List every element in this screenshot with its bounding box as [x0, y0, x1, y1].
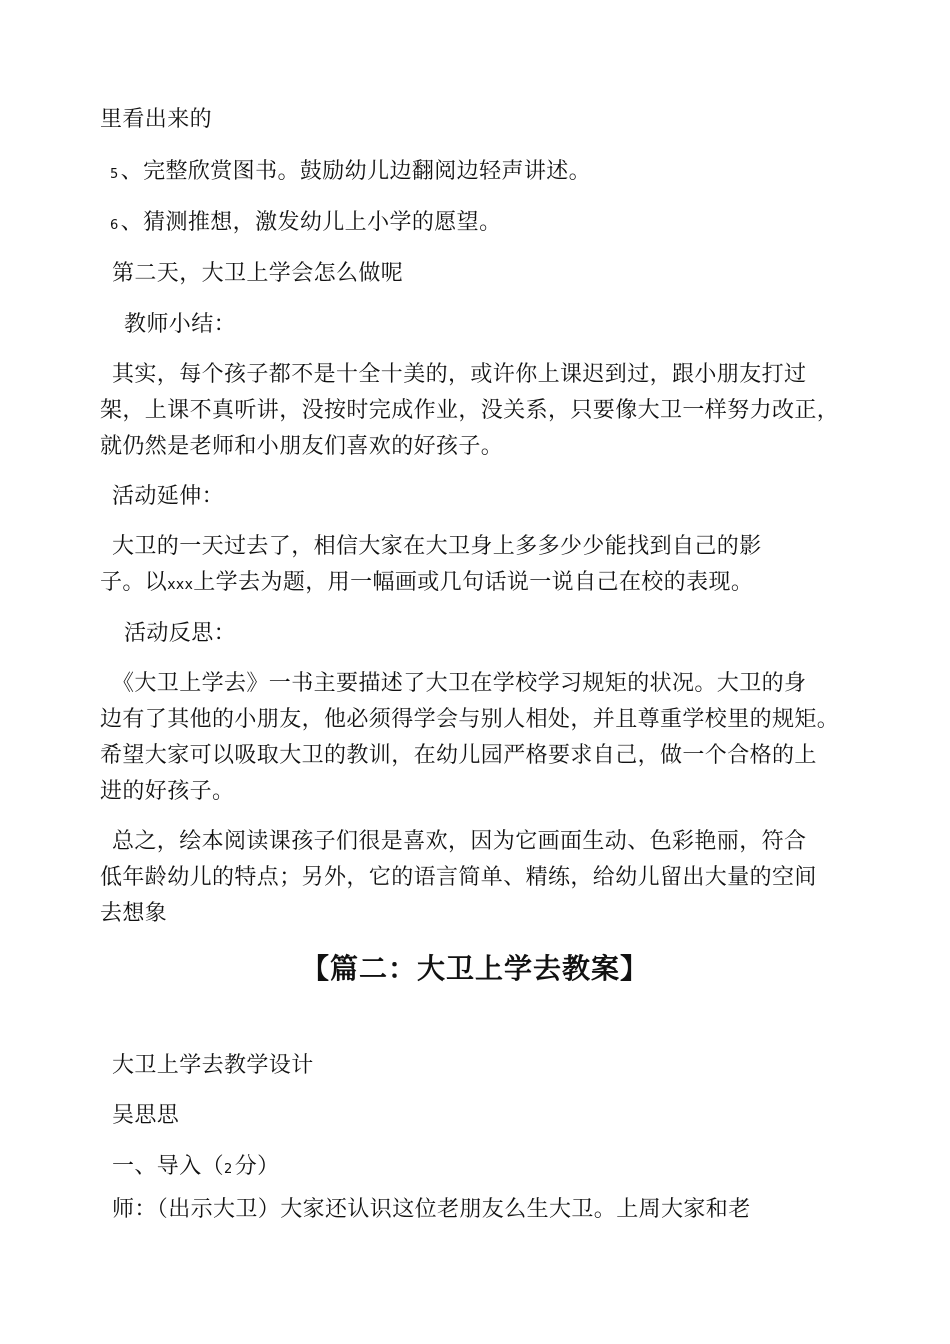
- text-segment: 分）: [234, 1154, 280, 1179]
- list-number: 6: [110, 218, 119, 233]
- section-heading: 【篇二：大卫上学去教案】: [300, 952, 649, 985]
- text-line: 希望大家可以吸取大卫的教训，在幼儿园严格要求自己，做一个合格的上: [100, 743, 817, 768]
- text-segment: 子。以: [100, 570, 168, 595]
- text-line: 大卫的一天过去了，相信大家在大卫身上多多少少能找到自己的影: [112, 534, 762, 559]
- text-line: 进的好孩子。: [100, 779, 235, 804]
- text-line: 第二天，大卫上学会怎么做呢: [112, 261, 404, 286]
- text-segment: 上学去为题，用一幅画或几句话说一说自己在校的表现。: [193, 570, 754, 595]
- author-name: 吴思思: [112, 1103, 180, 1128]
- list-item-5: [110, 159, 591, 188]
- text-line: 边有了其他的小朋友，他必须得学会与别人相处，并且尊重学校里的规矩。: [100, 707, 840, 732]
- placeholder-xxx: xxx: [167, 577, 194, 593]
- text-line: 去想象: [100, 901, 168, 926]
- text-line: 师：（出示大卫）大家还认识这位老朋友么生大卫。上周大家和老: [112, 1197, 751, 1222]
- text-line: [100, 570, 753, 598]
- text-line: 《大卫上学去》一书主要描述了大卫在学校学习规矩的状况。大卫的身: [112, 671, 807, 696]
- list-number: 5: [110, 167, 119, 182]
- text-line: 其实，每个孩子都不是十全十美的，或许你上课迟到过，跟小朋友打过: [112, 362, 807, 387]
- text-line: 架，上课不真听讲，没按时完成作业，没关系，只要像大卫一样努力改正，: [100, 398, 840, 423]
- section-label: 教师小结：: [124, 312, 237, 337]
- text-line: 低年龄幼儿的特点；另外，它的语言简单、精练，给幼儿留出大量的空间: [100, 865, 817, 890]
- text-segment: 一、导入（: [112, 1154, 225, 1179]
- list-item-6: [110, 210, 501, 239]
- text-line: 里看出来的: [100, 107, 213, 132]
- section-label: 活动延伸：: [112, 484, 225, 509]
- list-text: 、猜测推想，激发幼儿上小学的愿望。: [120, 210, 502, 235]
- section-label: [112, 1154, 280, 1183]
- text-line: 总之，绘本阅读课孩子们很是喜欢，因为它画面生动、色彩艳丽，符合: [112, 829, 807, 854]
- document-subtitle: 大卫上学去教学设计: [112, 1053, 314, 1078]
- text-line: 就仍然是老师和小朋友们喜欢的好孩子。: [100, 434, 504, 459]
- section-label: 活动反思：: [124, 621, 237, 646]
- list-text: 、完整欣赏图书。鼓励幼儿边翻阅边轻声讲述。: [120, 159, 592, 184]
- duration-number: 2: [224, 1162, 233, 1177]
